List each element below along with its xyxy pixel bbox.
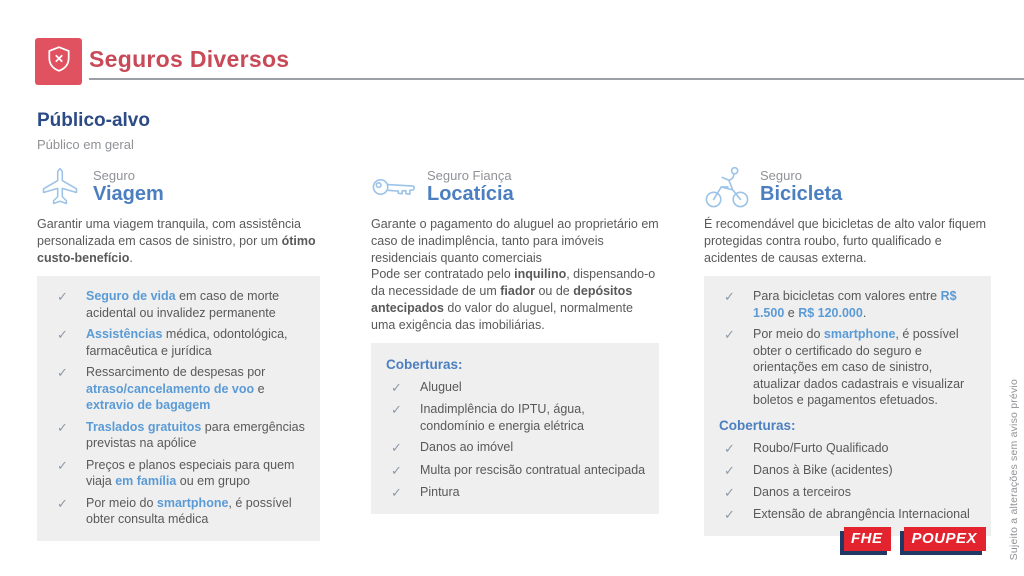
description-paragraph: Garantir uma viagem tranquila, com assistência personalizada em casos de sinistro, por um ótimo custo-benefício. — [37, 217, 316, 265]
bullet-text: Traslados gratuitos para emergências previstas na apólice — [86, 419, 305, 451]
bullet-text: Preços e planos especiais para quem viaja em família ou em grupo — [86, 457, 295, 489]
check-icon: ✓ — [391, 484, 402, 500]
column-name: Locatícia — [427, 183, 514, 206]
bullet-item — [50, 457, 307, 490]
bullet-item — [384, 439, 646, 456]
column-description — [371, 216, 659, 333]
column-details-box — [371, 343, 659, 514]
check-icon: ✓ — [724, 327, 735, 343]
bullet-item — [384, 484, 646, 501]
bullet-item — [717, 506, 978, 523]
fhe-logo: FHE — [844, 527, 892, 551]
bullet-item — [717, 288, 978, 321]
badge-icon-slot — [46, 45, 72, 78]
bullet-text: Multa por rescisão contratual antecipada — [420, 462, 646, 477]
bullet-list — [50, 288, 307, 528]
bullet-text: Roubo/Furto Qualificado — [753, 440, 889, 455]
check-icon: ✓ — [391, 402, 402, 418]
insurance-column-bicicleta — [704, 164, 991, 536]
bullet-text: Seguro de vida em caso de morte acidental ou invalidez permanente — [86, 289, 280, 320]
coverage-heading: Coberturas: — [386, 357, 463, 373]
check-icon: ✓ — [57, 495, 68, 511]
bullet-list — [717, 288, 978, 409]
bicycle-icon — [704, 165, 750, 209]
bullet-text: Pintura — [420, 484, 460, 499]
check-icon: ✓ — [57, 365, 68, 381]
check-icon: ✓ — [391, 440, 402, 456]
bullet-text: Extensão de abrangência Internacional — [753, 507, 970, 522]
bullet-text: Assistências médica, odontológica, farmacêutica e jurídica — [86, 327, 288, 358]
title-divider — [89, 78, 1024, 80]
key-icon — [371, 172, 417, 202]
bullet-item — [717, 484, 978, 501]
bullet-item — [717, 462, 978, 479]
bullet-item — [384, 401, 646, 434]
description-paragraph: Garante o pagamento do aluguel ao proprietário em caso de inadimplência, tanto para imóveis residenciais quanto comerciais — [371, 217, 659, 265]
audience-subtitle: Público em geral — [37, 137, 134, 152]
column-kicker: Seguro — [93, 167, 135, 183]
column-details-box — [37, 276, 320, 541]
poupex-logo: POUPEX — [904, 527, 986, 551]
brand-badge — [35, 38, 82, 85]
check-icon: ✓ — [724, 289, 735, 305]
check-icon: ✓ — [391, 462, 402, 478]
column-kicker: Seguro Fiança — [427, 167, 512, 183]
check-icon: ✓ — [724, 507, 735, 523]
column-description — [704, 216, 991, 266]
bullet-text: Aluguel — [420, 380, 462, 395]
coverage-heading: Coberturas: — [719, 417, 796, 433]
check-icon: ✓ — [57, 457, 68, 473]
bullet-item — [50, 288, 307, 321]
bullet-text: Por meio do smartphone, é possível obter o certificado do seguro e orientações em caso de sinistro, atualizar dados cadastrais e visualizar boletos e pagamentos efetuados. — [753, 327, 965, 408]
bullet-text: Danos a terceiros — [753, 485, 851, 500]
column-description — [37, 216, 320, 266]
column-name: Viagem — [93, 183, 164, 206]
bullet-item — [50, 495, 307, 528]
footer-logos — [844, 527, 986, 551]
column-details-box — [704, 276, 991, 536]
bullet-item — [50, 364, 307, 414]
check-icon: ✓ — [391, 380, 402, 396]
check-icon: ✓ — [57, 419, 68, 435]
check-icon: ✓ — [57, 327, 68, 343]
bullet-text: Ressarcimento de despesas por atraso/cancelamento de voo e extravio de bagagem — [86, 365, 266, 413]
bullet-item — [717, 440, 978, 457]
bullet-list — [717, 440, 978, 524]
column-kicker: Seguro — [760, 167, 802, 183]
bullet-item — [717, 326, 978, 409]
bullet-text: Danos à Bike (acidentes) — [753, 462, 893, 477]
audience-title: Público-alvo — [37, 110, 150, 131]
check-icon: ✓ — [724, 440, 735, 456]
check-icon: ✓ — [57, 289, 68, 305]
check-icon: ✓ — [724, 462, 735, 478]
bullet-text: Danos ao imóvel — [420, 440, 514, 455]
airplane-icon — [37, 165, 83, 209]
bullet-item — [384, 379, 646, 396]
page-title: Seguros Diversos — [89, 46, 290, 72]
bullet-item — [384, 462, 646, 479]
bullet-list — [384, 379, 646, 501]
bullet-text: Para bicicletas com valores entre R$ 1.500 e R$ 120.000. — [753, 289, 957, 320]
bullet-item — [50, 326, 307, 359]
disclaimer-vertical: Sujeito a alterações sem aviso prévio — [1008, 378, 1020, 560]
bullet-text: Por meio do smartphone, é possível obter consulta médica — [86, 495, 292, 527]
description-paragraph: Pode ser contratado pelo inquilino, dispensando-o da necessidade de um fiador ou de depósitos antecipados do valor do aluguel, normalmente uma exigência das imobiliárias. — [371, 267, 656, 332]
insurance-column-viagem — [37, 164, 320, 541]
check-icon: ✓ — [724, 485, 735, 501]
insurance-column-locatícia — [371, 164, 659, 514]
bullet-text: Inadimplência do IPTU, água, condomínio e energia elétrica — [420, 402, 585, 433]
bullet-item — [50, 419, 307, 452]
column-name: Bicicleta — [760, 183, 843, 206]
description-paragraph: É recomendável que bicicletas de alto valor fiquem protegidas contra roubo, furto qualificado e acidentes de causas externa. — [704, 217, 987, 265]
